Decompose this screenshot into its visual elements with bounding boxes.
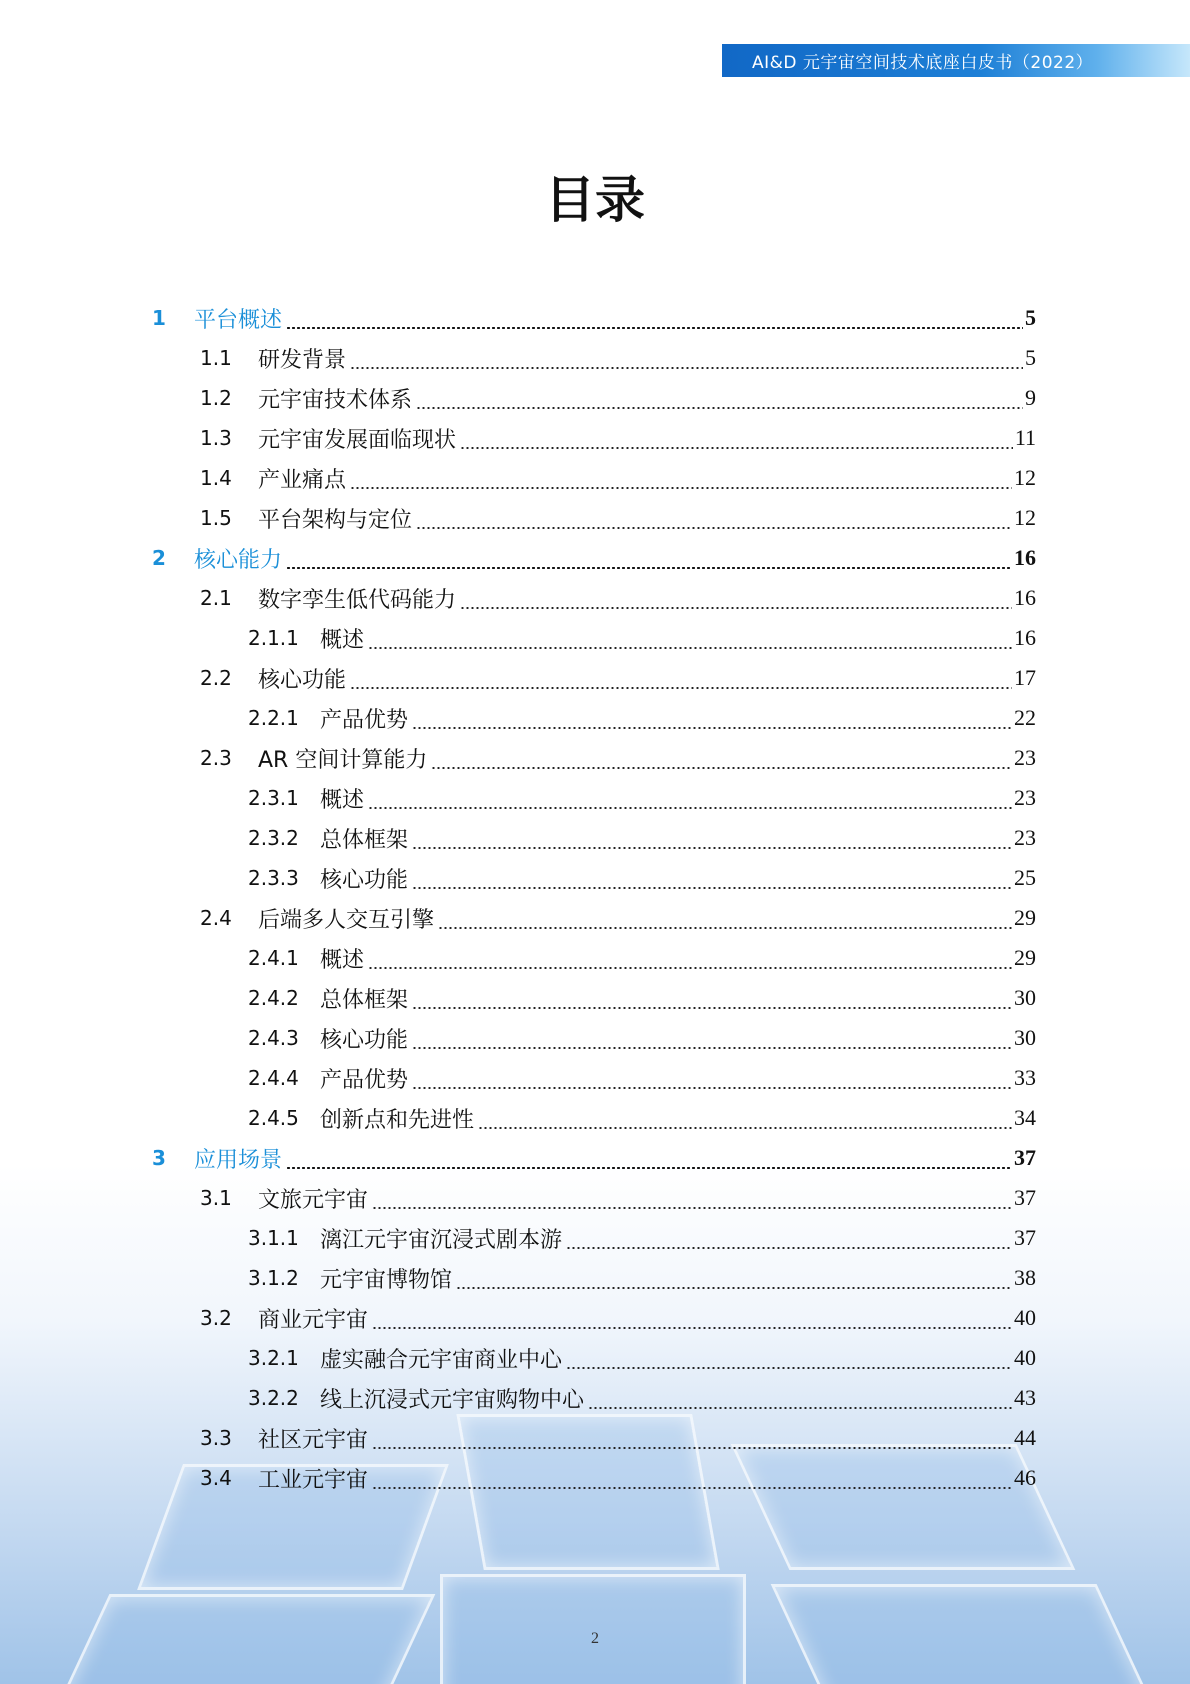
toc-entry[interactable] xyxy=(0,818,1190,858)
header-title: AI&D 元宇宙空间技术底座白皮书（2022） xyxy=(752,53,1094,73)
toc-entry-page: 37 xyxy=(1014,1185,1036,1210)
toc-entry-title: 应用场景 xyxy=(194,1147,283,1173)
toc-entry[interactable] xyxy=(0,1378,1190,1418)
toc-entry[interactable] xyxy=(0,618,1190,658)
toc-leader-dots xyxy=(286,1167,1012,1170)
toc-entry-page: 38 xyxy=(1014,1265,1036,1290)
toc-entry[interactable] xyxy=(0,738,1190,778)
toc-entry-title: 商业元宇宙 xyxy=(258,1307,369,1333)
toc-leader-dots xyxy=(460,447,1013,449)
toc-entry-number: 2.4.2 xyxy=(248,986,299,1010)
toc-entry[interactable] xyxy=(0,1298,1190,1338)
toc-entry-page: 37 xyxy=(1014,1145,1036,1170)
toc-entry-page: 33 xyxy=(1014,1065,1036,1090)
toc-entry[interactable] xyxy=(0,298,1190,338)
toc-leader-dots xyxy=(286,327,1023,330)
toc-entry[interactable] xyxy=(0,858,1190,898)
toc-entry-page: 25 xyxy=(1014,865,1036,890)
toc-entry-title: 概述 xyxy=(320,947,365,973)
toc-leader-dots xyxy=(412,1047,1012,1049)
toc-entry[interactable] xyxy=(0,1338,1190,1378)
toc-entry-title: 总体框架 xyxy=(320,827,409,853)
toc-entry-number: 2.2 xyxy=(200,666,232,690)
toc-entry-page: 29 xyxy=(1014,905,1036,930)
toc-entry-title: 数字孪生低代码能力 xyxy=(258,587,457,613)
toc-entry-title: 总体框架 xyxy=(320,987,409,1013)
toc-entry-number: 2.4.4 xyxy=(248,1066,299,1090)
toc-entry-number: 1 xyxy=(152,306,166,330)
toc-entry[interactable] xyxy=(0,658,1190,698)
toc-entry-page: 16 xyxy=(1014,585,1036,610)
toc-entry-number: 3.1 xyxy=(200,1186,232,1210)
toc-entry-number: 2.3.3 xyxy=(248,866,299,890)
toc-entry[interactable] xyxy=(0,1258,1190,1298)
toc-leader-dots xyxy=(372,1487,1012,1489)
toc-entry-title: 产品优势 xyxy=(320,707,409,733)
toc-entry-title: 后端多人交互引擎 xyxy=(258,907,435,933)
toc-leader-dots xyxy=(368,807,1012,809)
toc-leader-dots xyxy=(350,487,1012,489)
toc-entry-number: 2.2.1 xyxy=(248,706,299,730)
toc-entry-title: 元宇宙博物馆 xyxy=(320,1267,453,1293)
toc-entry-page: 9 xyxy=(1025,385,1036,410)
toc-entry[interactable] xyxy=(0,1098,1190,1138)
toc-entry-number: 1.4 xyxy=(200,466,232,490)
toc-leader-dots xyxy=(286,567,1012,570)
toc-entry-page: 40 xyxy=(1014,1305,1036,1330)
toc-entry-number: 3.4 xyxy=(200,1466,232,1490)
toc-entry-page: 22 xyxy=(1014,705,1036,730)
toc-leader-dots xyxy=(412,847,1012,849)
toc-entry-title: 漓江元宇宙沉浸式剧本游 xyxy=(320,1227,563,1253)
toc-leader-dots xyxy=(456,1287,1012,1289)
toc-entry-page: 23 xyxy=(1014,785,1036,810)
toc-leader-dots xyxy=(372,1207,1012,1209)
toc-entry-page: 16 xyxy=(1014,625,1036,650)
toc-entry[interactable] xyxy=(0,338,1190,378)
toc-entry-title: 元宇宙技术体系 xyxy=(258,387,413,413)
toc-leader-dots xyxy=(460,607,1012,609)
toc-entry[interactable] xyxy=(0,1458,1190,1498)
toc-entry-title: 工业元宇宙 xyxy=(258,1467,369,1493)
toc-entry-title: 平台架构与定位 xyxy=(258,507,413,533)
toc-leader-dots xyxy=(566,1367,1012,1369)
toc-entry[interactable] xyxy=(0,698,1190,738)
toc-entry[interactable] xyxy=(0,938,1190,978)
toc-entry[interactable] xyxy=(0,1058,1190,1098)
toc-entry-title: 产业痛点 xyxy=(258,467,347,493)
toc-entry[interactable] xyxy=(0,578,1190,618)
toc-leader-dots xyxy=(412,727,1012,729)
toc-leader-dots xyxy=(372,1447,1012,1449)
toc-entry-page: 40 xyxy=(1014,1345,1036,1370)
toc-entry-title: 概述 xyxy=(320,787,365,813)
toc-entry-number: 2.4.3 xyxy=(248,1026,299,1050)
toc-entry[interactable] xyxy=(0,978,1190,1018)
toc-leader-dots xyxy=(588,1407,1012,1409)
toc-entry-page: 16 xyxy=(1014,545,1036,570)
toc-entry-title: 创新点和先进性 xyxy=(320,1107,475,1133)
toc-entry-page: 17 xyxy=(1014,665,1036,690)
toc-entry-page: 5 xyxy=(1025,345,1036,370)
toc-entry-page: 46 xyxy=(1014,1465,1036,1490)
toc-entry-number: 2 xyxy=(152,546,166,570)
toc-leader-dots xyxy=(350,367,1023,369)
toc-entry-page: 12 xyxy=(1014,505,1036,530)
toc-entry-title: 元宇宙发展面临现状 xyxy=(258,427,457,453)
toc-leader-dots xyxy=(438,927,1012,929)
toc-entry-page: 34 xyxy=(1014,1105,1036,1130)
toc-entry-number: 2.4.1 xyxy=(248,946,299,970)
toc-entry-page: 44 xyxy=(1014,1425,1036,1450)
toc-entry-number: 3.1.1 xyxy=(248,1226,299,1250)
toc-leader-dots xyxy=(431,767,1012,769)
toc-entry-title: 虚实融合元宇宙商业中心 xyxy=(320,1347,563,1373)
toc-entry[interactable] xyxy=(0,1218,1190,1258)
toc-leader-dots xyxy=(416,407,1023,409)
toc-entry-title: 核心功能 xyxy=(320,867,409,893)
toc-entry-page: 23 xyxy=(1014,825,1036,850)
toc-entry-number: 2.3.2 xyxy=(248,826,299,850)
toc-entry-title: AR 空间计算能力 xyxy=(258,747,428,773)
toc-entry-title: 核心功能 xyxy=(258,667,347,693)
toc-entry-page: 11 xyxy=(1014,425,1036,450)
toc-entry-page: 29 xyxy=(1014,945,1036,970)
toc-leader-dots xyxy=(372,1327,1012,1329)
toc-entry[interactable] xyxy=(0,538,1190,578)
toc-entry-title: 平台概述 xyxy=(194,307,283,333)
toc-entry-page: 43 xyxy=(1014,1385,1036,1410)
toc-entry-page: 23 xyxy=(1014,745,1036,770)
toc-entry-title: 线上沉浸式元宇宙购物中心 xyxy=(320,1387,585,1413)
toc-leader-dots xyxy=(412,887,1012,889)
toc-entry-number: 1.3 xyxy=(200,426,232,450)
toc-leader-dots xyxy=(566,1247,1012,1249)
toc-entry-title: 产品优势 xyxy=(320,1067,409,1093)
toc-entry-number: 3.2.1 xyxy=(248,1346,299,1370)
toc-leader-dots xyxy=(412,1007,1012,1009)
toc-entry[interactable] xyxy=(0,418,1190,458)
toc-leader-dots xyxy=(368,967,1012,969)
toc-entry[interactable] xyxy=(0,778,1190,818)
toc-entry-number: 2.4 xyxy=(200,906,232,930)
toc-entry-number: 3.2 xyxy=(200,1306,232,1330)
toc-entry-number: 3.3 xyxy=(200,1426,232,1450)
toc-entry-page: 30 xyxy=(1014,1025,1036,1050)
toc-entry[interactable] xyxy=(0,458,1190,498)
toc-entry[interactable] xyxy=(0,1418,1190,1458)
toc-entry-page: 30 xyxy=(1014,985,1036,1010)
header-banner xyxy=(722,44,1190,77)
toc-entry-page: 37 xyxy=(1014,1225,1036,1250)
toc-entry-number: 2.1 xyxy=(200,586,232,610)
toc-entry-number: 3 xyxy=(152,1146,166,1170)
toc-entry-number: 2.3.1 xyxy=(248,786,299,810)
toc-leader-dots xyxy=(416,527,1012,529)
page-title: 目录 xyxy=(545,171,645,229)
toc-entry-number: 1.5 xyxy=(200,506,232,530)
toc-entry[interactable] xyxy=(0,1018,1190,1058)
toc-leader-dots xyxy=(412,1087,1012,1089)
toc-leader-dots xyxy=(350,687,1012,689)
toc-entry-title: 文旅元宇宙 xyxy=(258,1187,369,1213)
toc-entry-title: 概述 xyxy=(320,627,365,653)
toc-entry[interactable] xyxy=(0,898,1190,938)
toc-entry-title: 社区元宇宙 xyxy=(258,1427,369,1453)
toc-entry-title: 核心能力 xyxy=(194,547,283,573)
toc-entry-page: 5 xyxy=(1025,305,1036,330)
toc-entry-title: 研发背景 xyxy=(258,347,347,373)
toc-entry-number: 2.4.5 xyxy=(248,1106,299,1130)
toc-entry-number: 2.1.1 xyxy=(248,626,299,650)
toc-entry-title: 核心功能 xyxy=(320,1027,409,1053)
toc-leader-dots xyxy=(478,1127,1012,1129)
toc-entry-number: 1.1 xyxy=(200,346,232,370)
toc-entry-number: 1.2 xyxy=(200,386,232,410)
toc-entry[interactable] xyxy=(0,1178,1190,1218)
toc-entry-number: 3.2.2 xyxy=(248,1386,299,1410)
toc-leader-dots xyxy=(368,647,1012,649)
toc-entry[interactable] xyxy=(0,1138,1190,1178)
toc-entry[interactable] xyxy=(0,378,1190,418)
toc-entry[interactable] xyxy=(0,498,1190,538)
toc-entry-number: 2.3 xyxy=(200,746,232,770)
page-number: 2 xyxy=(591,1630,599,1647)
toc-entry-number: 3.1.2 xyxy=(248,1266,299,1290)
toc-entry-page: 12 xyxy=(1014,465,1036,490)
